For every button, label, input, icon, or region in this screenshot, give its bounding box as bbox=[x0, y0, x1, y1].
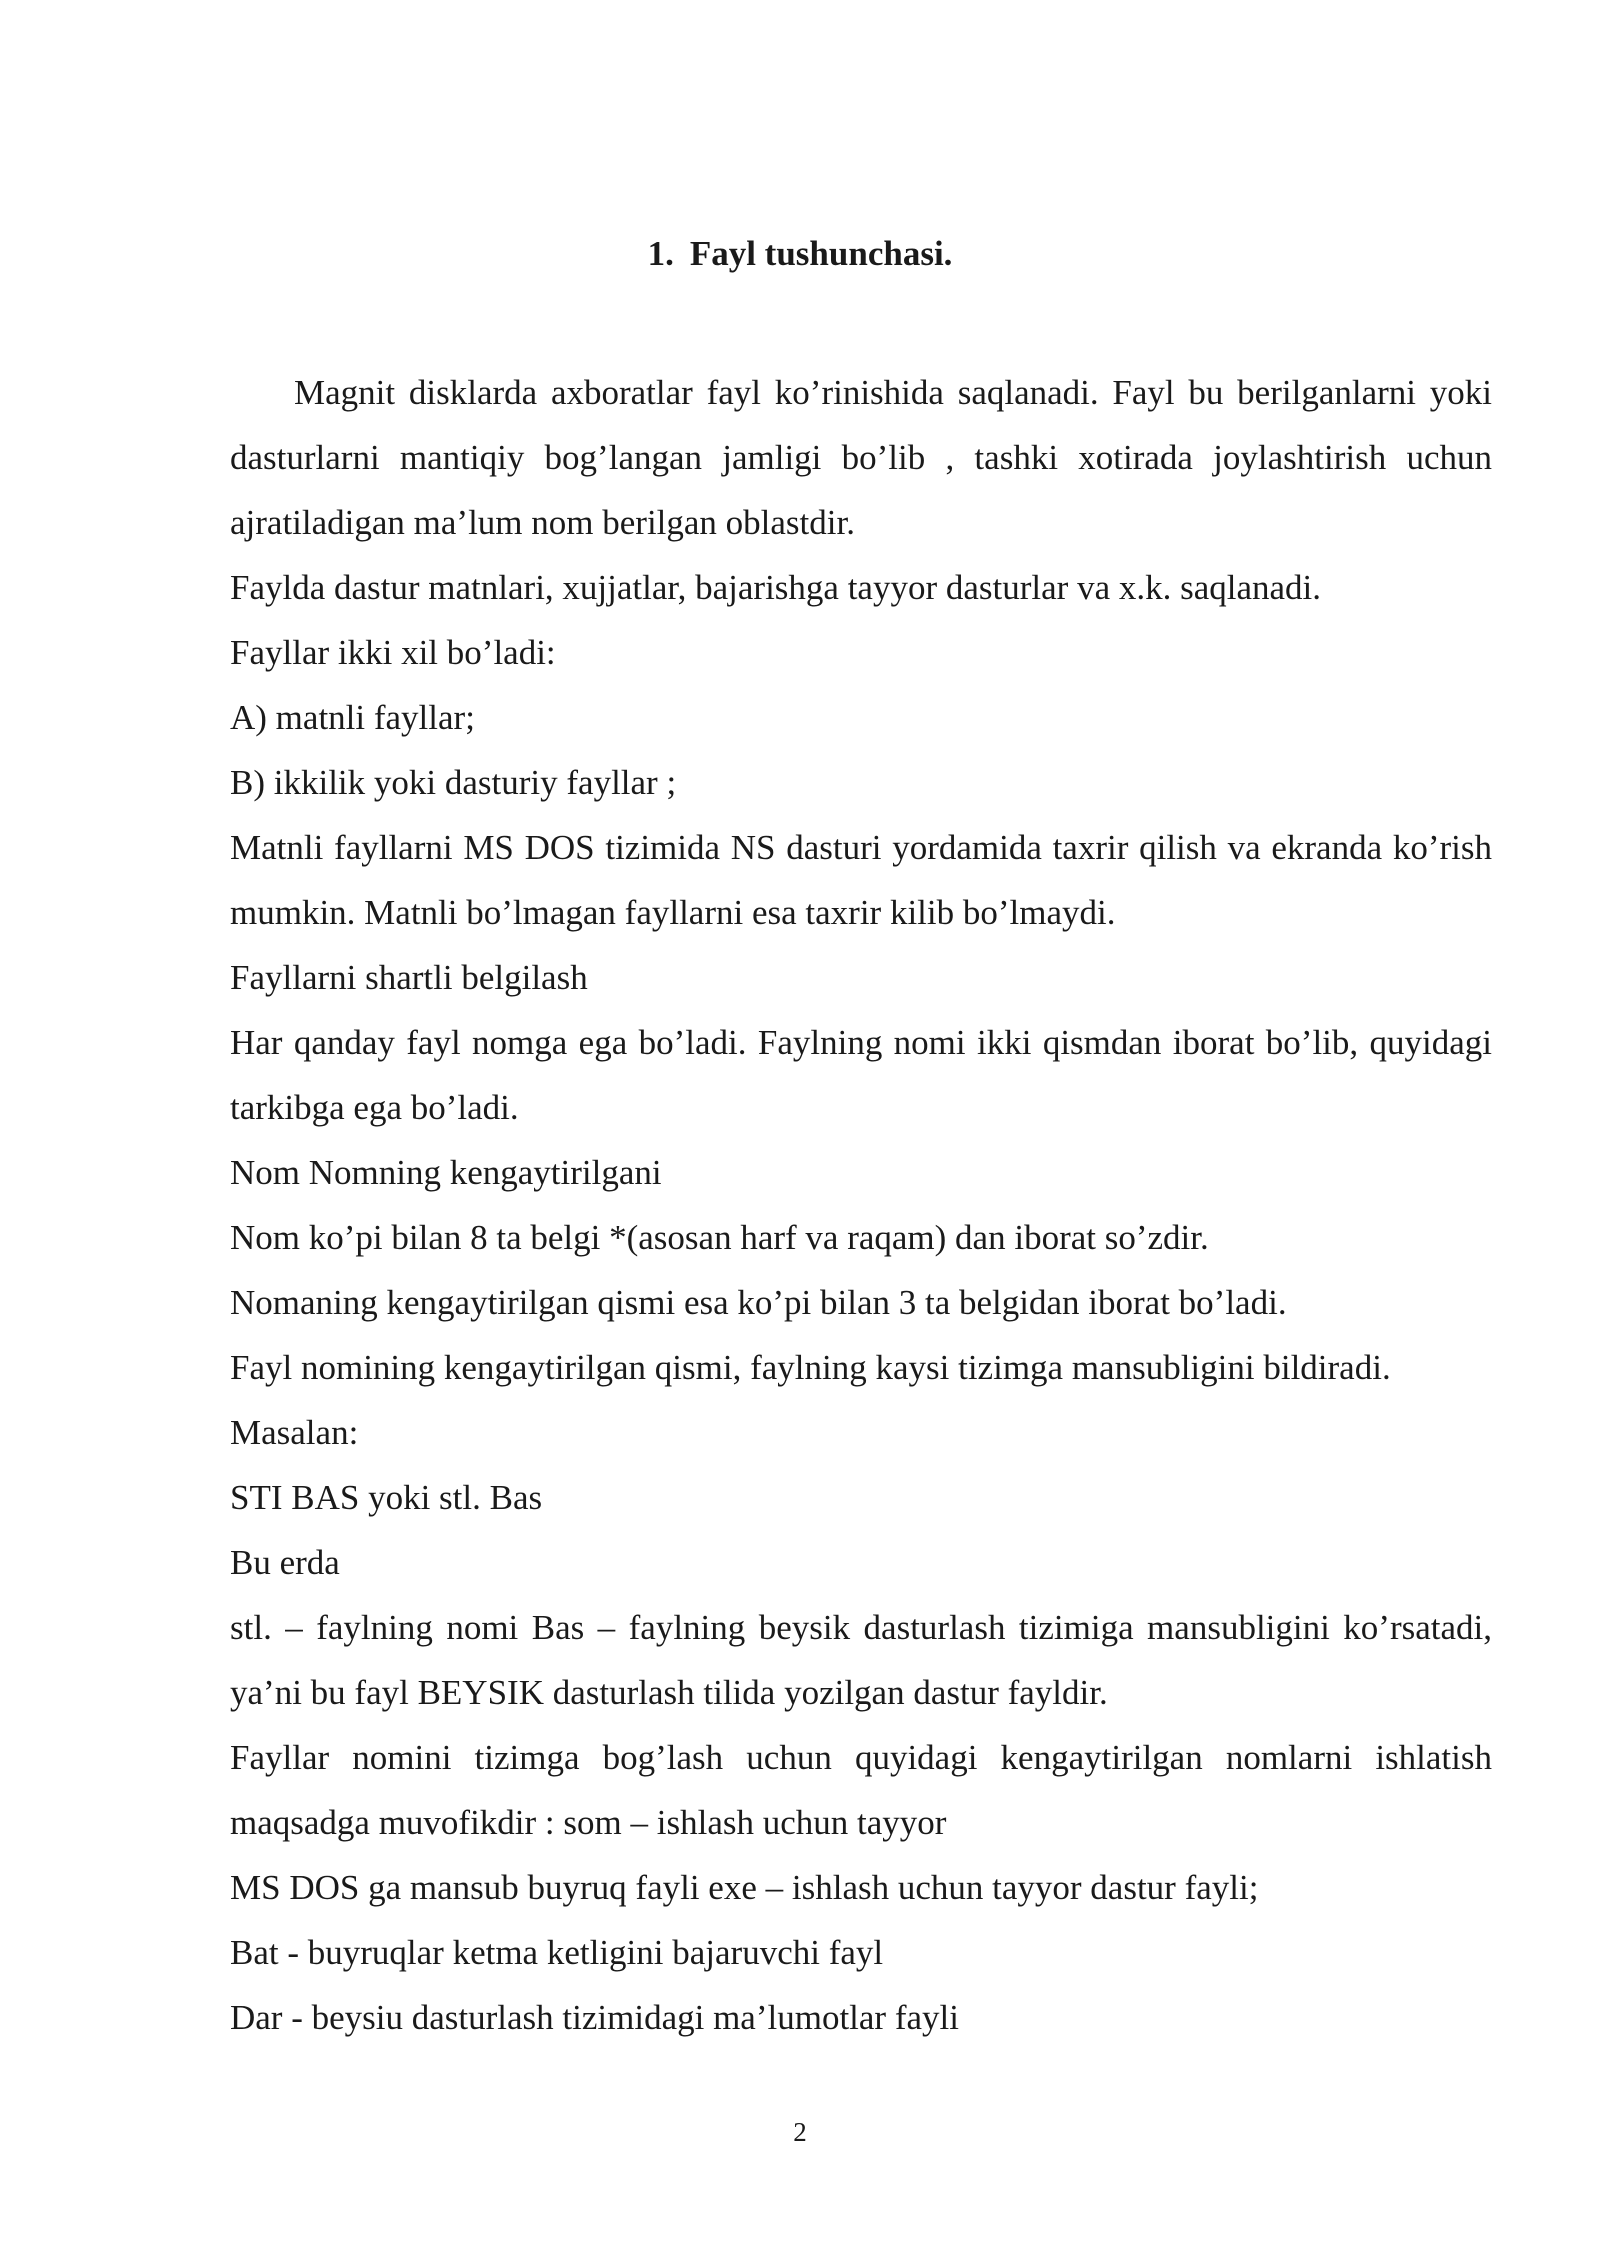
section-heading bbox=[0, 228, 1600, 280]
paragraph-file-name: Har qanday fayl nomga ega bo’ladi. Faylning nomi ikki qismdan iborat bo’lib, quyidagi tarkibga ega bo’ladi. bbox=[230, 1023, 1492, 1127]
paragraph-exe-extension: MS DOS ga mansub buyruq fayli exe – ishlash uchun tayyor dastur fayli; bbox=[230, 1868, 1259, 1907]
paragraph-example-explanation: stl. – faylning nomi Bas – faylning beysik dasturlash tizimiga mansubligini ko’rsatadi, ya’ni bu fayl BEYSIK dasturlash tilida yozilgan dastur fayldir. bbox=[230, 1608, 1492, 1712]
paragraph-file-contents: Faylda dastur matnlari, xujjatlar, bajarishga tayyor dasturlar va x.k. saqlanadi. bbox=[230, 568, 1322, 607]
paragraph-file-notation: Fayllarni shartli belgilash bbox=[230, 958, 588, 997]
paragraph-extensions-intro: Fayllar nomini tizimga bog’lash uchun quyidagi kengaytirilgan nomlarni ishlatish maqsadga muvofikdir : som – ishlash uchun tayyor bbox=[230, 1738, 1492, 1842]
paragraph-dar-extension: Dar - beysiu dasturlash tizimidagi ma’lumotlar fayli bbox=[230, 1998, 959, 2037]
page-number: 2 bbox=[793, 2117, 807, 2147]
paragraph-name-extension: Nom Nomning kengaytirilgani bbox=[230, 1153, 662, 1192]
list-item-binary-files: B) ikkilik yoki dasturiy fayllar ; bbox=[230, 763, 677, 802]
paragraph-extension-length: Nomaning kengaytirilgan qismi esa ko’pi bilan 3 ta belgidan iborat bo’ladi. bbox=[230, 1283, 1287, 1322]
section-number: 1. bbox=[647, 234, 674, 273]
paragraph-example-label: Masalan: bbox=[230, 1413, 359, 1452]
section-title: Fayl tushunchasi. bbox=[689, 234, 953, 273]
paragraph-example: STI BAS yoki stl. Bas bbox=[230, 1478, 543, 1517]
paragraph-name-length: Nom ko’pi bilan 8 ta belgi *(asosan harf va raqam) dan iborat so’zdir. bbox=[230, 1218, 1209, 1257]
document-body bbox=[230, 360, 1492, 2050]
paragraph-extension-meaning: Fayl nomining kengaytirilgan qismi, faylning kaysi tizimga mansubligini bildiradi. bbox=[230, 1348, 1391, 1387]
paragraph-here: Bu erda bbox=[230, 1543, 340, 1582]
paragraph-intro: Magnit disklarda axboratlar fayl ko’rinishida saqlanadi. Fayl bu berilganlarni yoki dasturlarni mantiqiy bog’langan jamligi bo’lib , tashki xotirada joylashtirish uchun ajratiladigan ma’lum nom berilgan oblastdir. bbox=[230, 373, 1492, 542]
paragraph-file-types: Fayllar ikki xil bo’ladi: bbox=[230, 633, 556, 672]
list-item-text-files: A) matnli fayllar; bbox=[230, 698, 475, 737]
paragraph-bat-extension: Bat - buyruqlar ketma ketligini bajaruvchi fayl bbox=[230, 1933, 884, 1972]
paragraph-text-file-editing: Matnli fayllarni MS DOS tizimida NS dasturi yordamida taxrir qilish va ekranda ko’rish mumkin. Matnli bo’lmagan fayllarni esa taxrir kilib bo’lmaydi. bbox=[230, 828, 1492, 932]
